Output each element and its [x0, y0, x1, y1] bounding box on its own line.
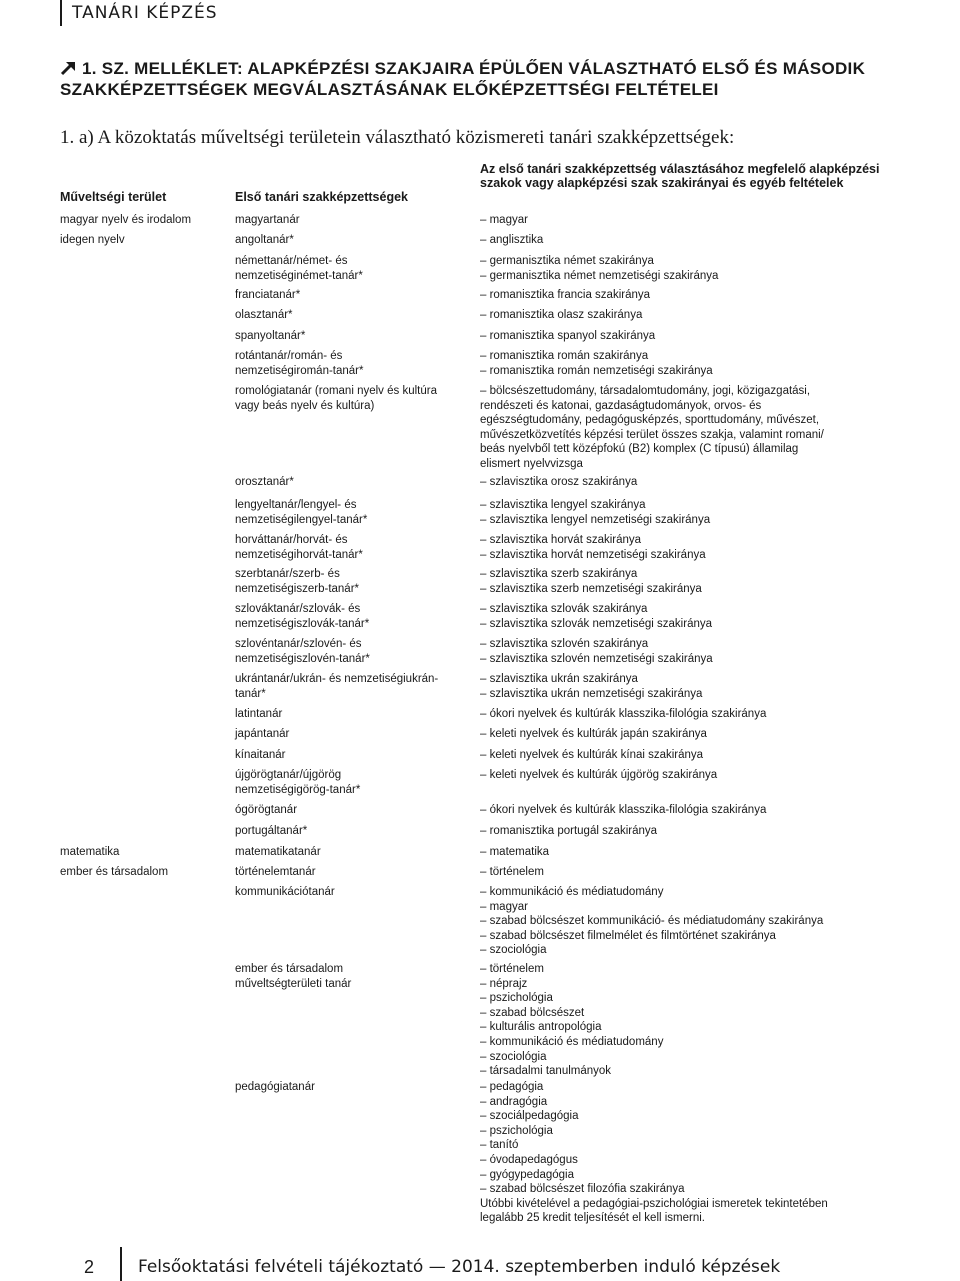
running-header-title: TANÁRI KÉPZÉS: [72, 3, 218, 23]
table-cell-c2: [235, 233, 475, 248]
table-cell-line: – szlavisztika lengyel szakiránya: [480, 499, 646, 511]
table-cell-line: franciatanár*: [235, 289, 301, 301]
table-cell-c3: [480, 349, 900, 378]
table-cell-line: – szociológia: [480, 1050, 547, 1063]
table-cell-c3: [480, 602, 900, 631]
table-cell-c2: [235, 329, 475, 344]
table-cell-c3: [480, 475, 900, 490]
table-cell-line: – szlavisztika horvát nemzetiségi szakiránya: [480, 548, 706, 561]
table-cell-line: – germanisztika német szakiránya: [480, 255, 654, 267]
table-cell-line: ógörögtanár: [235, 804, 298, 816]
table-cell-line: művészetközvetítés képzési terület összes szakja, valamint romani/: [480, 428, 824, 441]
table-cell-line: – történelem: [480, 963, 544, 975]
table-cell-c3: [480, 233, 900, 248]
table-cell-line: – történelem: [480, 866, 544, 878]
table-cell-c2: [235, 213, 475, 228]
table-cell-line: legalább 25 kredit teljesítését el kell ismerni.: [480, 1212, 706, 1225]
table-cell-line: – matematika: [480, 846, 550, 858]
table-cell-line: – társadalmi tanulmányok: [480, 1065, 612, 1078]
table-cell-c2: [235, 707, 475, 722]
table-cell-line: – szlavisztika szlovák nemzetiségi szakiránya: [480, 617, 713, 630]
table-cell-line: – szlavisztika szerb nemzetiségi szakiránya: [480, 582, 702, 595]
table-cell-c3: [480, 384, 900, 472]
table-cell-c3: [480, 672, 900, 701]
table-subtitle: 1. a) A közoktatás műveltségi területein választható közismereti tanári szakképzettségek:: [60, 127, 735, 148]
table-cell-c2: [235, 824, 475, 839]
table-cell-c2: [235, 1080, 475, 1095]
table-cell-line: – szlavisztika ukrán nemzetiségi szakiránya: [480, 687, 703, 700]
table-cell-line: – pszichológia: [480, 992, 553, 1005]
table-cell-line: – tanító: [480, 1139, 519, 1152]
table-cell-c2: [235, 475, 475, 490]
table-cell-line: szlovéntanár/szlovén- és: [235, 638, 362, 650]
table-cell-c1: ember és társadalom: [60, 866, 169, 878]
table-cell-line: szerbtanár/szerb- és: [235, 568, 340, 580]
table-cell-c2: [235, 885, 475, 900]
table-cell-c3: [480, 707, 900, 722]
table-cell-c3: [480, 213, 900, 228]
table-cell-line: nemzetiségiromán-tanár*: [235, 364, 364, 377]
table-cell-line: újgörögtanár/újgörög: [235, 769, 342, 781]
table-cell-line: angoltanár*: [235, 234, 294, 246]
table-cell-c2: [235, 672, 475, 701]
table-cell-line: lengyeltanár/lengyel- és: [235, 499, 357, 511]
table-cell-line: elismert nyelvvizsga: [480, 457, 583, 470]
table-cell-line: rotántanár/román- és: [235, 350, 343, 362]
table-cell-c2: [235, 498, 475, 527]
table-cell-c2: [235, 803, 475, 818]
column-header-first-qualification: Első tanári szakképzettségek: [235, 190, 408, 204]
table-cell-line: – pszichológia: [480, 1124, 553, 1137]
table-cell-line: kínaitanár: [235, 749, 286, 761]
table-cell-c2: [235, 637, 475, 666]
table-cell-c3: [480, 498, 900, 527]
table-cell-c3: [480, 845, 900, 860]
table-cell-line: – szabad bölcsészet kommunikáció- és médiatudomány szakiránya: [480, 915, 824, 928]
table-cell-c3: [480, 254, 900, 283]
table-cell-line: – szlavisztika szlovák szakiránya: [480, 603, 648, 615]
table-cell-c2: [235, 727, 475, 742]
table-cell-line: spanyoltanár*: [235, 330, 306, 342]
table-cell-line: pedagógiatanár: [235, 1081, 315, 1093]
table-cell-c2: [235, 748, 475, 763]
table-cell-line: – ókori nyelvek és kultúrák klasszika-filológia szakiránya: [480, 708, 767, 720]
table-cell-line: matematikatanár: [235, 846, 321, 858]
table-cell-c3: [480, 329, 900, 344]
table-cell-line: – germanisztika német nemzetiségi szakiránya: [480, 269, 719, 282]
table-cell-line: vagy beás nyelv és kultúra): [235, 399, 375, 412]
table-cell-c3: [480, 824, 900, 839]
table-cell-line: – romanisztika francia szakiránya: [480, 289, 651, 301]
table-cell-line: – andragógia: [480, 1095, 548, 1108]
table-cell-line: nemzetiségiszlovák-tanár*: [235, 617, 370, 630]
table-cell-line: ember és társadalom: [235, 963, 344, 975]
table-cell-line: némettanár/német- és: [235, 255, 348, 267]
table-cell-line: műveltségterületi tanár: [235, 977, 352, 990]
table-cell-line: – szociálpedagógia: [480, 1110, 579, 1123]
table-cell-line: – kommunikáció és médiatudomány: [480, 886, 664, 898]
table-cell-line: – ókori nyelvek és kultúrák klasszika-filológia szakiránya: [480, 804, 767, 816]
table-cell-line: – szlavisztika ukrán szakiránya: [480, 673, 638, 685]
table-cell-line: – keleti nyelvek és kultúrák kínai szakiránya: [480, 749, 704, 761]
table-cell-line: – szlavisztika szerb szakiránya: [480, 568, 638, 580]
table-cell-line: – romanisztika román nemzetiségi szakiránya: [480, 364, 713, 377]
table-cell-c2: [235, 349, 475, 378]
table-cell-c3: [480, 567, 900, 596]
table-cell-c2: [235, 533, 475, 562]
table-cell-c3: [480, 885, 900, 958]
table-cell-line: japántanár: [235, 728, 290, 740]
table-cell-line: – óvodapedagógus: [480, 1153, 578, 1166]
table-cell-line: – szlavisztika orosz szakiránya: [480, 476, 638, 488]
table-cell-line: – keleti nyelvek és kultúrák újgörög szakiránya: [480, 769, 718, 781]
table-cell-line: – magyar: [480, 900, 528, 913]
arrow-up-right-icon: [60, 60, 78, 76]
table-cell-line: horváttanár/horvát- és: [235, 534, 348, 546]
table-cell-line: – szabad bölcsészet: [480, 1006, 585, 1019]
table-cell-line: – pedagógia: [480, 1081, 544, 1093]
table-cell-line: kommunikációtanár: [235, 886, 335, 898]
footer-text: Felsőoktatási felvételi tájékoztató — 2014. szeptemberben induló képzések: [138, 1257, 781, 1277]
table-cell-line: nemzetiségihorvát-tanár*: [235, 548, 363, 561]
table-cell-c3: [480, 637, 900, 666]
table-cell-line: – szlavisztika szlovén szakiránya: [480, 638, 649, 650]
table-cell-line: romológiatanár (romani nyelv és kultúra: [235, 385, 437, 397]
table-cell-line: – romanisztika olasz szakiránya: [480, 309, 643, 321]
table-cell-line: beás nyelvből tett középfokú (B2) komplex (C típusú) államilag: [480, 443, 799, 456]
table-cell-line: ukrántanár/ukrán- és nemzetiségiukrán-: [235, 673, 439, 685]
table-cell-line: nemzetiségilengyel-tanár*: [235, 513, 368, 526]
table-cell-line: – romanisztika spanyol szakiránya: [480, 330, 656, 342]
table-cell-c3: [480, 748, 900, 763]
footer-divider: [120, 1247, 122, 1281]
page-footer: [60, 1247, 940, 1281]
table-cell-c2: [235, 308, 475, 323]
table-cell-c3: [480, 1080, 900, 1226]
table-cell-line: – bölcsészettudomány, társadalomtudomány, jogi, közigazgatási,: [480, 385, 811, 397]
column-header-area: Műveltségi terület: [60, 190, 167, 204]
table-cell-line: Utóbbi kivételével a pedagógiai-pszichológiai ismeretek tekintetében: [480, 1197, 828, 1210]
table-cell-line: – kommunikáció és médiatudomány: [480, 1035, 664, 1048]
table-cell-line: – anglisztika: [480, 234, 544, 246]
table-cell-line: – kulturális antropológia: [480, 1021, 602, 1034]
table-cell-c3: [480, 308, 900, 323]
page-number: 2: [84, 1257, 95, 1277]
table-cell-c3: [480, 803, 900, 818]
table-cell-line: szlováktanár/szlovák- és: [235, 603, 361, 615]
table-cell-line: olasztanár*: [235, 309, 293, 321]
table-cell-line: latintanár: [235, 708, 283, 720]
table-cell-line: – magyar: [480, 214, 528, 226]
table-cell-line: – szlavisztika horvát szakiránya: [480, 534, 642, 546]
column-header-conditions: Az első tanári szakképzettség választásához megfelelő alapképzési szakok vagy alapképzési szak szakirányai és egyéb feltételek: [480, 162, 880, 190]
table-cell-line: – romanisztika portugál szakiránya: [480, 825, 658, 837]
table-cell-line: – szabad bölcsészet filmelmélet és filmtörténet szakiránya: [480, 929, 776, 942]
table-cell-line: rendészeti és katonai, gazdaságtudományok, orvos- és: [480, 399, 762, 412]
table-cell-line: – keleti nyelvek és kultúrák japán szakiránya: [480, 728, 707, 740]
table-cell-c2: [235, 865, 475, 880]
section-title-text: 1. SZ. MELLÉKLET: ALAPKÉPZÉSI SZAKJAIRA ÉPÜLŐEN VÁLASZTHATÓ ELSŐ ÉS MÁSODIK SZAKKÉPZETTSÉGEK MEGVÁLASZTÁSÁNAK ELŐKÉPZETTSÉGI FELTÉTELEI: [60, 59, 866, 99]
table-cell-line: – romanisztika román szakiránya: [480, 350, 649, 362]
table-cell-line: nemzetiségiszerb-tanár*: [235, 582, 360, 595]
table-cell-c2: [235, 384, 475, 413]
running-header: [60, 0, 218, 26]
table-cell-line: magyartanár: [235, 214, 300, 226]
table-cell-c2: [235, 962, 475, 991]
table-cell-c1: magyar nyelv és irodalom: [60, 214, 192, 226]
table-cell-c3: [480, 533, 900, 562]
table-cell-line: nemzetiséginémet-tanár*: [235, 269, 363, 282]
table-cell-c2: [235, 602, 475, 631]
table-cell-c2: [235, 288, 475, 303]
table-cell-c3: [480, 727, 900, 742]
table-cell-line: egészségtudomány, pedagógusképzés, sporttudomány, művészet,: [480, 414, 820, 427]
table-cell-c2: [235, 254, 475, 283]
table-cell-line: – néprajz: [480, 977, 528, 990]
table-cell-c2: [235, 768, 475, 797]
table-cell-line: történelemtanár: [235, 866, 316, 878]
table-cell-c3: [480, 288, 900, 303]
table-cell-line: orosztanár*: [235, 476, 294, 488]
table-cell-c1: idegen nyelv: [60, 234, 125, 246]
table-cell-line: – gyógypedagógia: [480, 1168, 574, 1181]
table-cell-c1: matematika: [60, 846, 120, 858]
table-cell-c3: [480, 865, 900, 880]
table-cell-line: nemzetiségigörög-tanár*: [235, 783, 361, 796]
table-cell-line: – szabad bölcsészet filozófia szakiránya: [480, 1183, 685, 1196]
table-cell-line: – szlavisztika lengyel nemzetiségi szakiránya: [480, 513, 711, 526]
table-cell-line: tanár*: [235, 687, 266, 700]
table-cell-c3: [480, 768, 900, 783]
table-cell-c2: [235, 845, 475, 860]
table-cell-line: – szociológia: [480, 944, 547, 957]
section-title: [60, 58, 920, 100]
table-cell-line: portugáltanár*: [235, 825, 308, 837]
table-cell-c3: [480, 962, 900, 1079]
table-cell-line: – szlavisztika szlovén nemzetiségi szakiránya: [480, 652, 713, 665]
table-cell-c2: [235, 567, 475, 596]
table-cell-line: nemzetiségiszlovén-tanár*: [235, 652, 370, 665]
